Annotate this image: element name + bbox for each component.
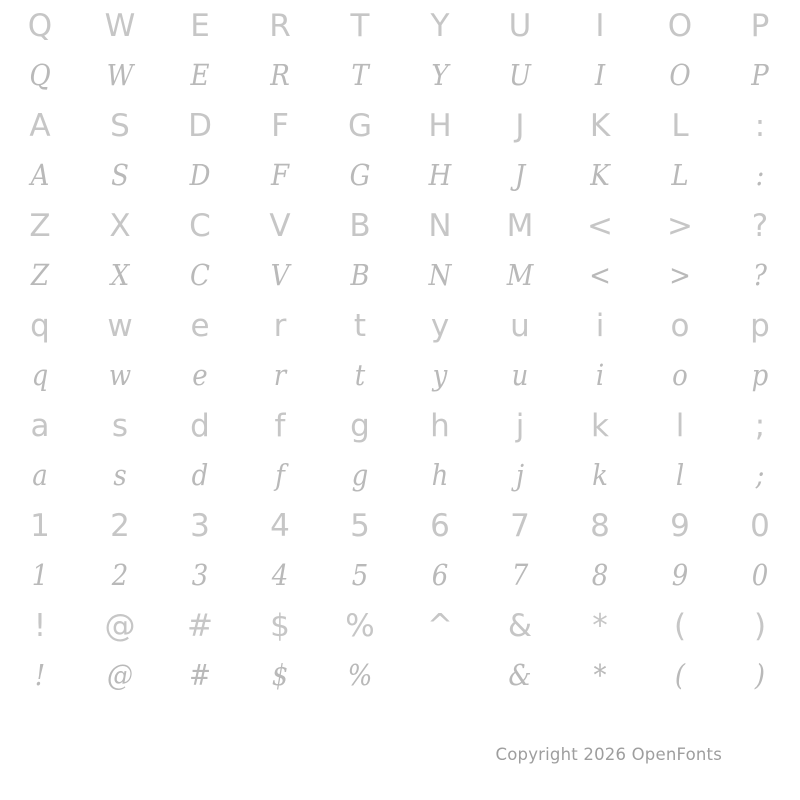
glyph-character: Y — [431, 59, 449, 93]
glyph-character: @ — [107, 659, 133, 693]
keycap-character: @ — [104, 608, 136, 644]
keycap-character: A — [29, 108, 51, 144]
glyph-character: : — [755, 159, 765, 193]
glyph-character: > — [669, 259, 691, 293]
glyph-preview-row — [0, 352, 800, 400]
keycap-character: 3 — [190, 508, 210, 544]
keycap-character: o — [670, 308, 690, 344]
keycap-character: > — [667, 208, 693, 244]
keycap-character: X — [109, 208, 131, 244]
keycap-character: s — [111, 408, 129, 444]
keycap-character: r — [273, 308, 287, 344]
keycap-character: K — [589, 108, 611, 144]
keycap-character: p — [750, 308, 770, 344]
glyph-character: R — [270, 59, 290, 93]
keycap-character: j — [515, 408, 525, 444]
glyph-character: 6 — [431, 559, 449, 593]
keycap-character: E — [190, 8, 210, 44]
glyph-character: q — [31, 359, 49, 393]
glyph-character: u — [511, 359, 529, 393]
keycap-character: ? — [751, 208, 769, 244]
keycap-character: L — [671, 108, 689, 144]
keycap-character: U — [508, 8, 532, 44]
keycap-character: 0 — [750, 508, 770, 544]
keycap-character: O — [667, 8, 693, 44]
glyph-character: 9 — [671, 559, 689, 593]
keycap-character: g — [350, 408, 370, 444]
keycap-character: S — [110, 108, 130, 144]
glyph-character: % — [347, 659, 373, 693]
glyph-preview-row — [0, 52, 800, 100]
keycap-character: k — [591, 408, 609, 444]
glyph-character: o — [672, 359, 688, 393]
keycap-character: i — [595, 308, 605, 344]
keycap-character: u — [510, 308, 530, 344]
glyph-character: * — [593, 659, 607, 693]
glyph-character: < — [589, 259, 611, 293]
keycap-character: 5 — [350, 508, 370, 544]
keycap-character: 1 — [30, 508, 50, 544]
keycap-character: ^ — [427, 608, 453, 644]
keycap-character: l — [675, 408, 685, 444]
glyph-character: ? — [753, 259, 767, 293]
keycap-row — [0, 200, 800, 252]
glyph-character: W — [106, 59, 134, 93]
glyph-preview-row — [0, 552, 800, 600]
keycap-character: V — [269, 208, 291, 244]
keycap-character: Y — [430, 8, 450, 44]
glyph-character: T — [351, 59, 369, 93]
glyph-character: a — [32, 459, 48, 493]
keycap-character: ; — [754, 408, 766, 444]
keycap-character: J — [515, 108, 525, 144]
glyph-character: A — [30, 159, 50, 193]
keycap-character: < — [587, 208, 613, 244]
glyph-character: E — [190, 59, 210, 93]
glyph-character: & — [508, 659, 532, 693]
glyph-character: 7 — [511, 559, 529, 593]
glyph-character: M — [506, 259, 534, 293]
glyph-character: l — [675, 459, 685, 493]
keycap-row — [0, 0, 800, 52]
glyph-character: X — [110, 259, 130, 293]
glyph-character: S — [111, 159, 129, 193]
glyph-character: $ — [271, 659, 289, 693]
glyph-character: k — [592, 459, 608, 493]
glyph-character: ; — [755, 459, 765, 493]
keycap-character: W — [104, 8, 136, 44]
keycap-character: ! — [33, 608, 47, 644]
glyph-character: D — [189, 159, 211, 193]
glyph-character: Z — [30, 259, 50, 293]
glyph-character: j — [515, 459, 525, 493]
glyph-preview-row — [0, 152, 800, 200]
glyph-character: w — [108, 359, 132, 393]
glyph-preview-row — [0, 452, 800, 500]
keycap-character: : — [754, 108, 766, 144]
glyph-character: ) — [754, 659, 766, 693]
keycap-character: Z — [29, 208, 51, 244]
glyph-character: Q — [29, 59, 51, 93]
keycap-character: f — [274, 408, 286, 444]
keycap-character: ( — [673, 608, 687, 644]
keycap-character: 7 — [510, 508, 530, 544]
keycap-row — [0, 400, 800, 452]
glyph-character: J — [514, 159, 526, 193]
keycap-character: w — [107, 308, 133, 344]
keycap-character: & — [507, 608, 533, 644]
keycap-character: H — [428, 108, 452, 144]
keycap-character: % — [345, 608, 375, 644]
keycap-character: # — [187, 608, 213, 644]
keycap-character: C — [189, 208, 211, 244]
keycap-character: d — [190, 408, 210, 444]
glyph-character: ! — [34, 659, 46, 693]
glyph-character: r — [273, 359, 287, 393]
keycap-character: B — [349, 208, 371, 244]
glyph-character: 0 — [751, 559, 769, 593]
glyph-character: g — [351, 459, 369, 493]
keycap-character: I — [595, 8, 605, 44]
glyph-preview-row — [0, 252, 800, 300]
glyph-character: V — [270, 259, 290, 293]
glyph-character: N — [428, 259, 452, 293]
glyph-character: B — [350, 259, 370, 293]
keycap-character: 2 — [110, 508, 130, 544]
keycap-character: 9 — [670, 508, 690, 544]
keycap-character: q — [30, 308, 50, 344]
glyph-character: F — [270, 159, 290, 193]
keycap-character: t — [353, 308, 367, 344]
glyph-character: # — [189, 659, 211, 693]
keycap-character: 4 — [270, 508, 290, 544]
keycap-character: $ — [270, 608, 290, 644]
keycap-character: * — [592, 608, 608, 644]
keycap-character: R — [269, 8, 291, 44]
keycap-character: T — [350, 8, 370, 44]
keycap-character: G — [347, 108, 373, 144]
glyph-character: C — [190, 259, 210, 293]
glyph-character: L — [671, 159, 689, 193]
glyph-character: 4 — [271, 559, 289, 593]
glyph-character: h — [431, 459, 449, 493]
glyph-character: 5 — [351, 559, 369, 593]
copyright-notice: Copyright 2026 OpenFonts — [495, 745, 722, 764]
keycap-character: P — [750, 8, 770, 44]
keycap-character: F — [271, 108, 289, 144]
glyph-character: y — [432, 359, 448, 393]
glyph-character: U — [509, 59, 531, 93]
glyph-character: I — [594, 59, 606, 93]
glyph-character: t — [354, 359, 366, 393]
glyph-character: O — [669, 59, 691, 93]
glyph-character: H — [428, 159, 452, 193]
glyph-character: G — [349, 159, 371, 193]
glyph-character: K — [590, 159, 610, 193]
glyph-character: P — [751, 59, 769, 93]
keycap-character: 6 — [430, 508, 450, 544]
keycap-character: e — [190, 308, 210, 344]
glyph-character: p — [751, 359, 769, 393]
glyph-character: f — [275, 459, 285, 493]
keycap-character: Q — [27, 8, 53, 44]
glyph-character: 1 — [31, 559, 49, 593]
keycap-character: N — [428, 208, 452, 244]
glyph-character: e — [192, 359, 208, 393]
keycap-row — [0, 300, 800, 352]
keycap-character: h — [430, 408, 450, 444]
keycap-character: a — [30, 408, 50, 444]
keycap-character: y — [430, 308, 450, 344]
glyph-character: s — [113, 459, 127, 493]
keycap-character: ) — [753, 608, 767, 644]
glyph-character: i — [595, 359, 605, 393]
glyph-preview-row — [0, 652, 800, 700]
keycap-character: 8 — [590, 508, 610, 544]
keycap-row — [0, 600, 800, 652]
glyph-character: ( — [674, 659, 686, 693]
glyph-character: 3 — [191, 559, 209, 593]
keycap-character: D — [188, 108, 212, 144]
keycap-character: M — [506, 208, 534, 244]
keycap-row — [0, 500, 800, 552]
keycap-row — [0, 100, 800, 152]
glyph-character: 2 — [111, 559, 129, 593]
glyph-character: d — [191, 459, 209, 493]
glyph-character: 8 — [591, 559, 609, 593]
